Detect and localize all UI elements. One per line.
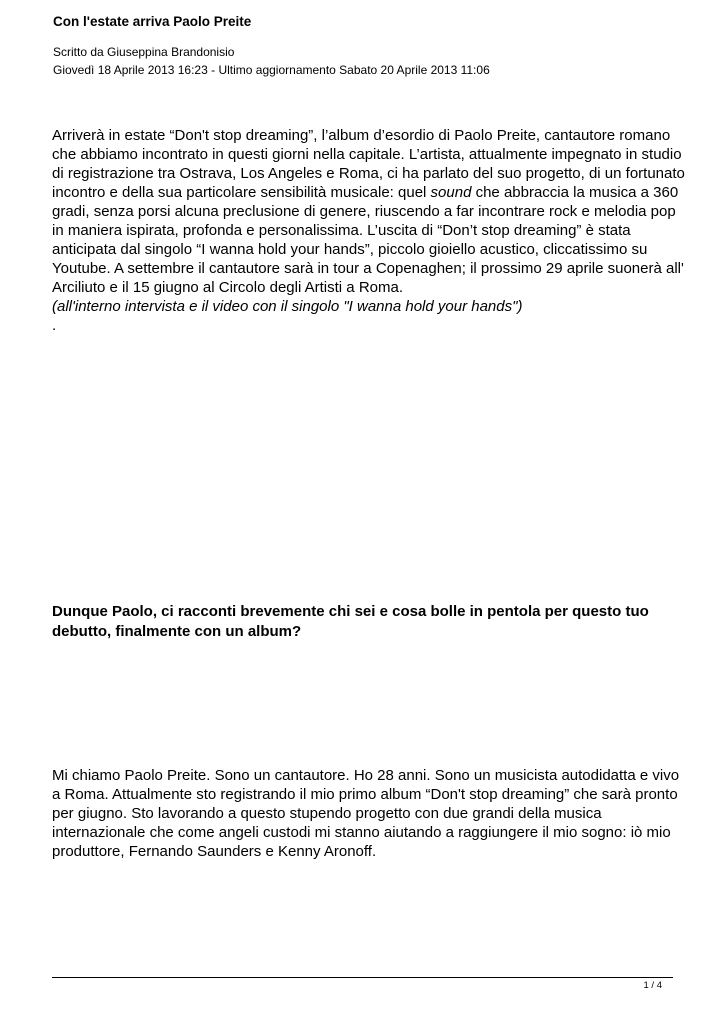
text-span: incontro e della sua particolare sensibilità musicale: quel xyxy=(52,184,431,201)
text-line: a Roma. Attualmente sto registrando il mio primo album “Don't stop dreaming” che sarà pronto xyxy=(52,786,678,803)
text-line: debutto, finalmente con un album? xyxy=(52,623,302,640)
text-line: Arciliuto e il 15 giugno al Circolo degli Artisti a Roma. xyxy=(52,279,403,296)
footer-divider xyxy=(52,977,673,978)
text-line: Youtube. A settembre il cantautore sarà in tour a Copenaghen; il prossimo 29 aprile suonerà all' xyxy=(52,260,684,277)
text-line xyxy=(52,183,685,202)
text-line: produttore, Fernando Saunders e Kenny Aronoff. xyxy=(52,843,377,860)
text-line: Mi chiamo Paolo Preite. Sono un cantautore. Ho 28 anni. Sono un musicista autodidatta e vivo xyxy=(52,767,680,784)
interview-answer xyxy=(52,766,679,861)
text-line: Arriverà in estate “Don't stop dreaming”, l’album d’esordio di Paolo Preite, cantautore romano xyxy=(52,127,671,144)
page-number: 1 / 4 xyxy=(643,980,662,991)
text-line: anticipata dal singolo “I wanna hold your hands”, piccolo gioiello acustico, cliccatissimo su xyxy=(52,241,648,258)
text-line: internazionale che come angeli custodi mi stanno aiutando a raggiungere il mio sogno: iò mio xyxy=(52,824,671,841)
text-line: per giugno. Sto lavorando a questo stupendo progetto con due grandi della musica xyxy=(52,805,602,822)
interview-question xyxy=(52,602,649,642)
italic-note: (all'interno intervista e il video con il singolo "I wanna hold your hands") xyxy=(52,298,523,315)
text-line: Dunque Paolo, ci racconti brevemente chi sei e cosa bolle in pentola per questo tuo xyxy=(52,603,649,620)
text-line: che abbiamo incontrato in questi giorni nella capitale. L’artista, attualmente impegnato in studio xyxy=(52,146,682,163)
text-span: che abbraccia la musica a 360 xyxy=(471,184,679,201)
emphasis-sound: sound xyxy=(430,184,472,201)
text-line: gradi, senza porsi alcuna preclusione di genere, riuscendo a far incontrare rock e melodia pop xyxy=(52,203,676,220)
text-line: in maniera ispirata, profonda e personalissima. L’uscita di “Don’t stop dreaming” è stata xyxy=(52,222,631,239)
author-line: Scritto da Giuseppina Brandonisio xyxy=(53,45,235,59)
text-line: di registrazione tra Ostrava, Los Angeles e Roma, ci ha parlato del suo progetto, di un fortunato xyxy=(52,165,685,182)
dot: . xyxy=(52,317,57,334)
article-title: Con l'estate arriva Paolo Preite xyxy=(53,14,252,29)
date-line: Giovedì 18 Aprile 2013 16:23 - Ultimo aggiornamento Sabato 20 Aprile 2013 11:06 xyxy=(53,63,490,77)
intro-paragraph xyxy=(52,126,685,335)
